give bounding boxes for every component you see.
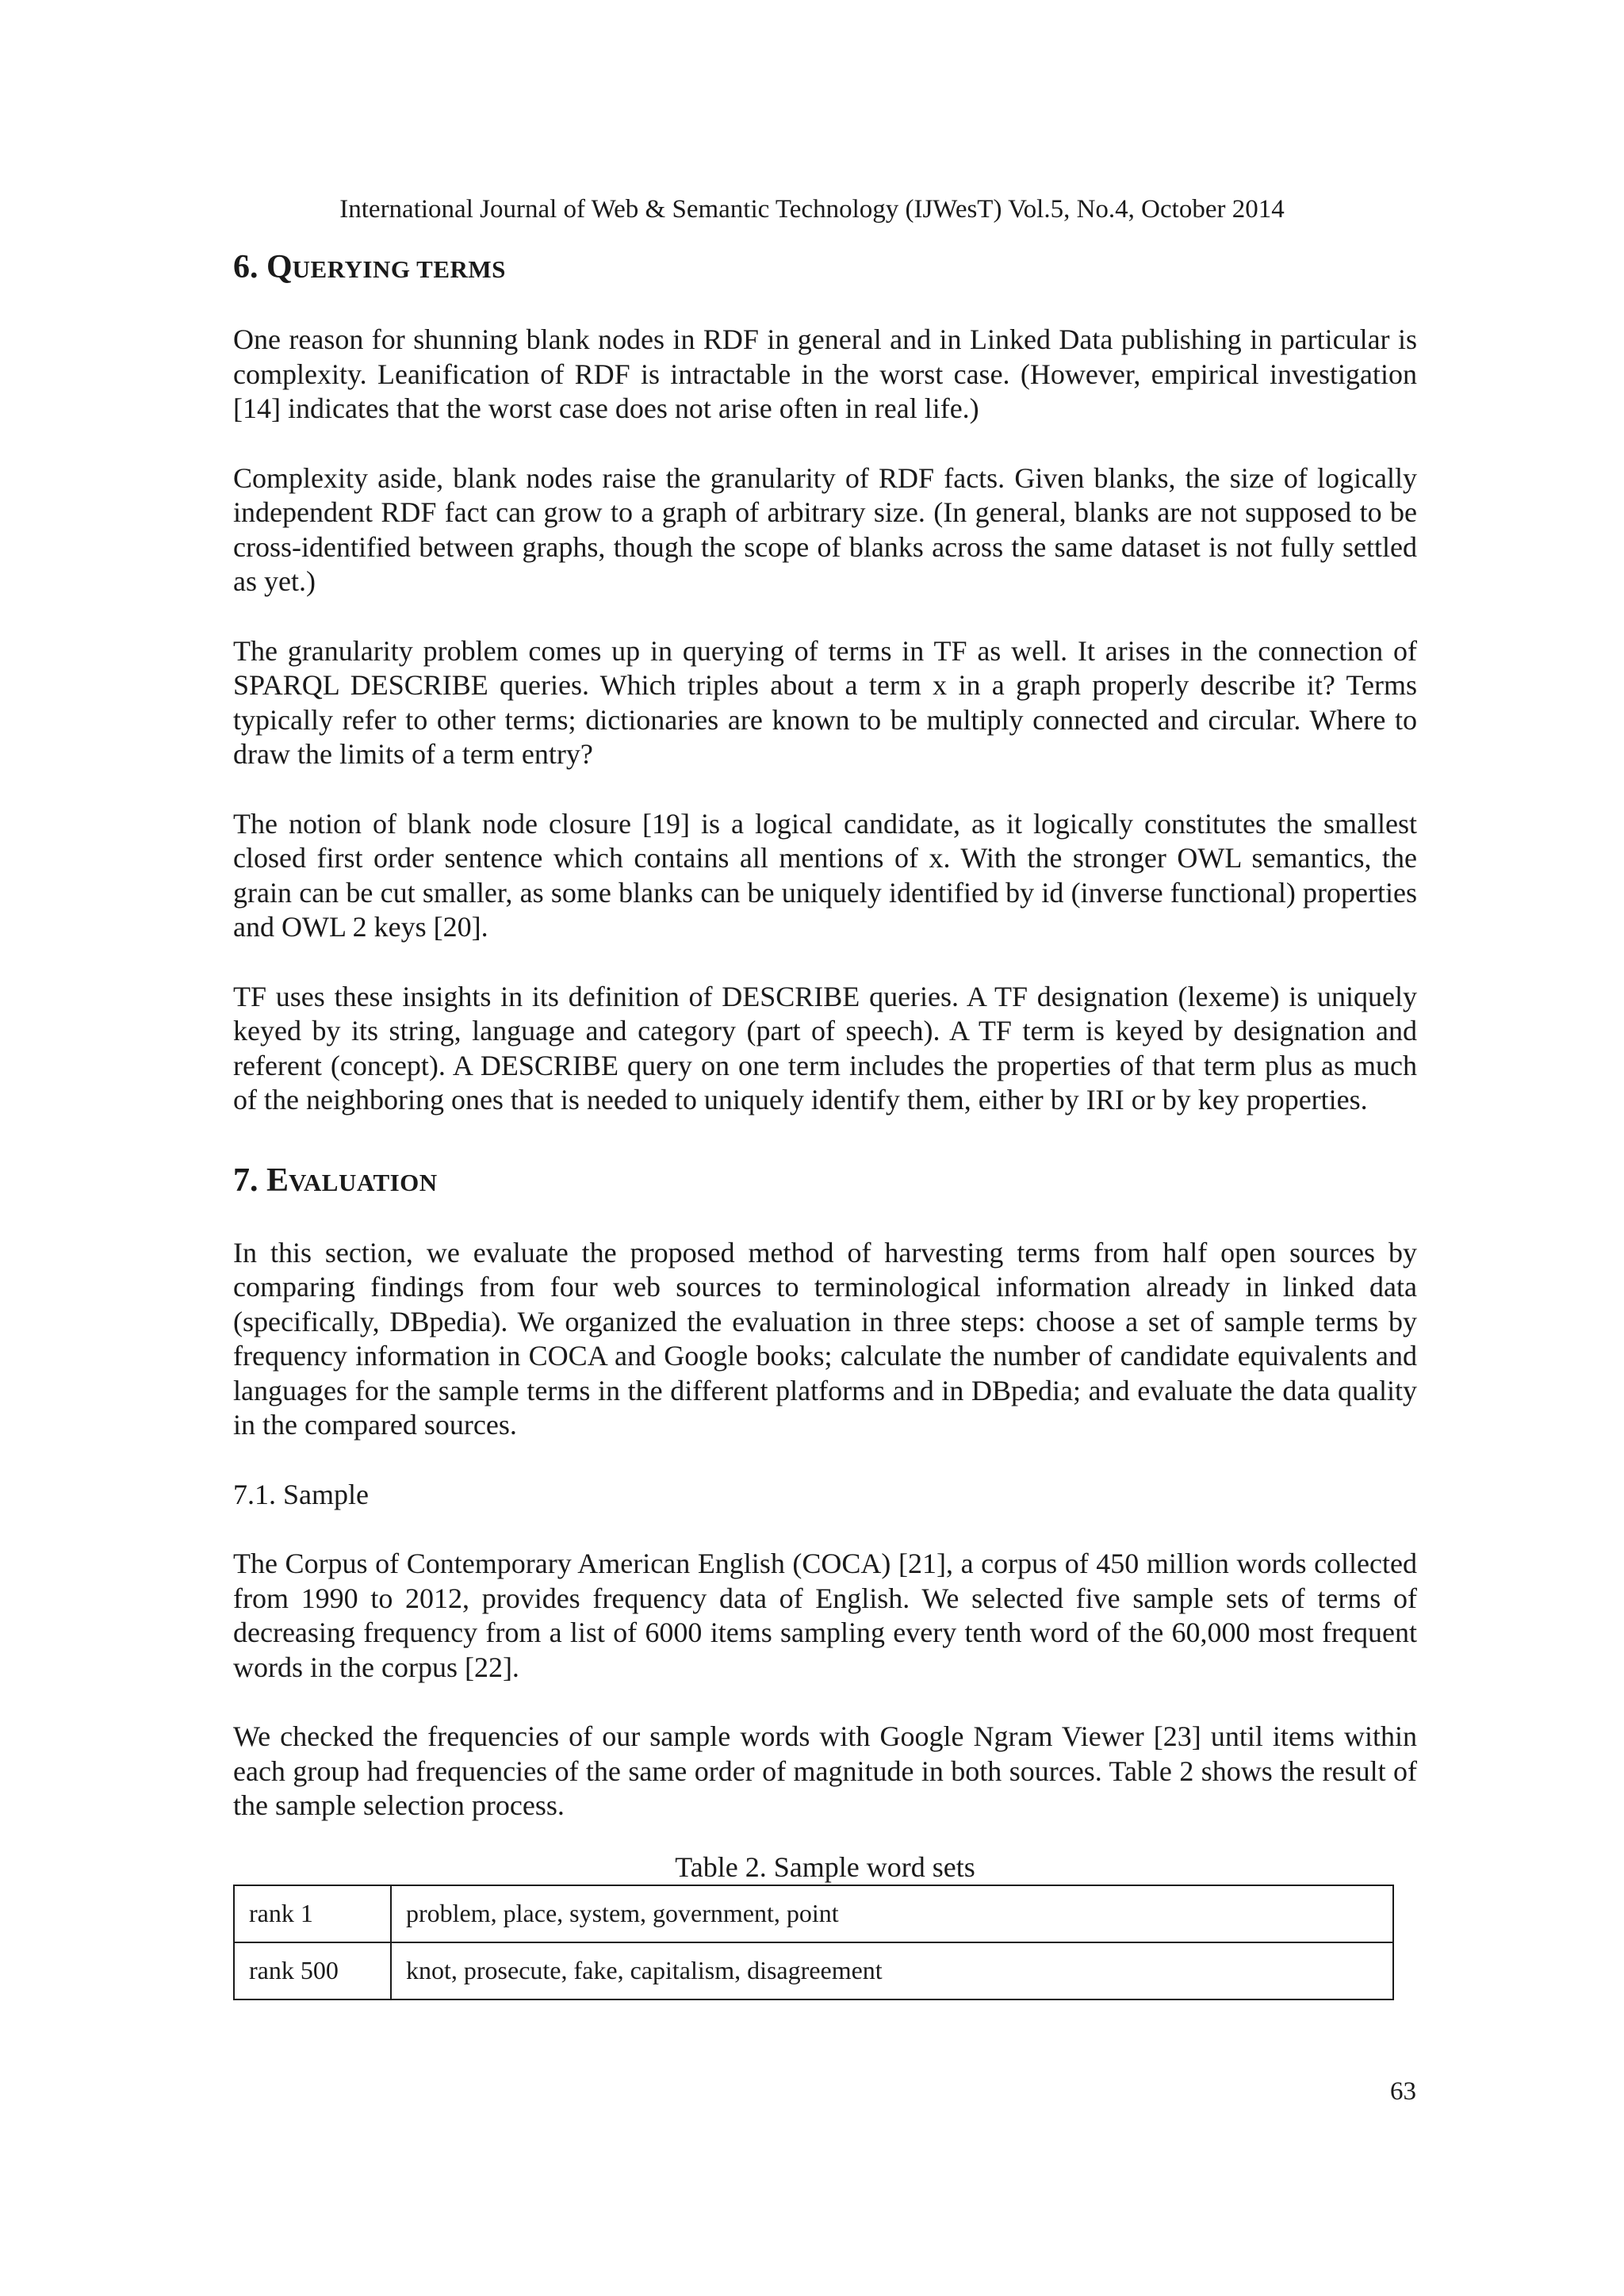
sample-word-sets-table [233, 1885, 1394, 2000]
paragraph: TF uses these insights in its definition of DESCRIBE queries. A TF designation (lexeme) is uniquely keyed by its string, language and category (part of speech). A TF term is keyed by designation and referent (concept). A DESCRIBE query on one term includes the properties of that term plus as much of the neighboring ones that is needed to uniquely identify them, either by IRI or by key properties. [233, 980, 1417, 1115]
section-title-rest: UERYING TERMS [292, 255, 506, 283]
rank-cell: rank 500 [234, 1942, 391, 1999]
paragraph: We checked the frequencies of our sample words with Google Ngram Viewer [23] until items within each group had frequencies of the same order of magnitude in both sources. Table 2 shows the result of the sample selection process. [233, 1720, 1417, 1821]
paragraph: The Corpus of Contemporary American English (COCA) [21], a corpus of 450 million words collected from 1990 to 2012, provides frequency data of English. We selected five sample sets of terms of decreasing frequency from a list of 6000 items sampling every tenth word of the 60,000 most frequent words in the corpus [22]. [233, 1548, 1417, 1683]
section-title-initial: E [266, 1161, 289, 1199]
section-6-heading [233, 246, 1417, 291]
paragraph: Complexity aside, blank nodes raise the granularity of RDF facts. Given blanks, the size of logically independent RDF fact can grow to a graph of arbitrary size. (In general, blanks are not supposed to be cross-identified between graphs, though the scope of blanks across the same dataset is not fully settled as yet.) [233, 461, 1417, 597]
paragraph: One reason for shunning blank nodes in RDF in general and in Linked Data publishing in particular is complexity. Leanification of RDF is intractable in the worst case. (However, empirical investigation [14] indicates that the worst case does not arise often in real life.) [233, 323, 1417, 424]
table-row [234, 1942, 1393, 1999]
paragraph: The notion of blank node closure [19] is a logical candidate, as it logically constitutes the smallest closed first order sentence which contains all mentions of x. With the stronger OWL semantics, the grain can be cut smaller, as some blanks can be uniquely identified by id (inverse functional) properties and OWL 2 keys [20]. [233, 807, 1417, 943]
table-caption: Table 2. Sample word sets [675, 1850, 975, 1883]
page-content [233, 246, 1417, 2000]
table-row [234, 1885, 1393, 1942]
running-header: International Journal of Web & Semantic Technology (IJWesT) Vol.5, No.4, October 2014 [339, 195, 1285, 224]
words-cell: knot, prosecute, fake, capitalism, disagreement [391, 1942, 1393, 1999]
section-7-heading [233, 1159, 1417, 1204]
subsection-heading: 7.1. Sample [233, 1478, 369, 1510]
paragraph: The granularity problem comes up in querying of terms in TF as well. It arises in the connection of SPARQL DESCRIBE queries. Which triples about a term x in a graph properly describe it? Terms typically refer to other terms; dictionaries are known to be multiply connected and circular. Where to draw the limits of a term entry? [233, 634, 1417, 770]
paragraph: In this section, we evaluate the proposed method of harvesting terms from half open sources by comparing findings from four web sources to terminological information already in linked data (specifically, DBpedia). We organized the evaluation in three steps: choose a set of sample terms by frequency information in COCA and Google books; calculate the number of candidate equivalents and languages for the sample terms in the different platforms and in DBpedia; and evaluate the data quality in the compared sources. [233, 1236, 1417, 1441]
section-title-initial: Q [266, 249, 293, 285]
page-number: 63 [1390, 2077, 1416, 2106]
section-title-rest: VALUATION [289, 1168, 438, 1196]
section-number: 7. [233, 1161, 259, 1199]
rank-cell: rank 1 [234, 1885, 391, 1942]
section-number: 6. [233, 249, 259, 285]
words-cell: problem, place, system, government, point [391, 1885, 1393, 1942]
